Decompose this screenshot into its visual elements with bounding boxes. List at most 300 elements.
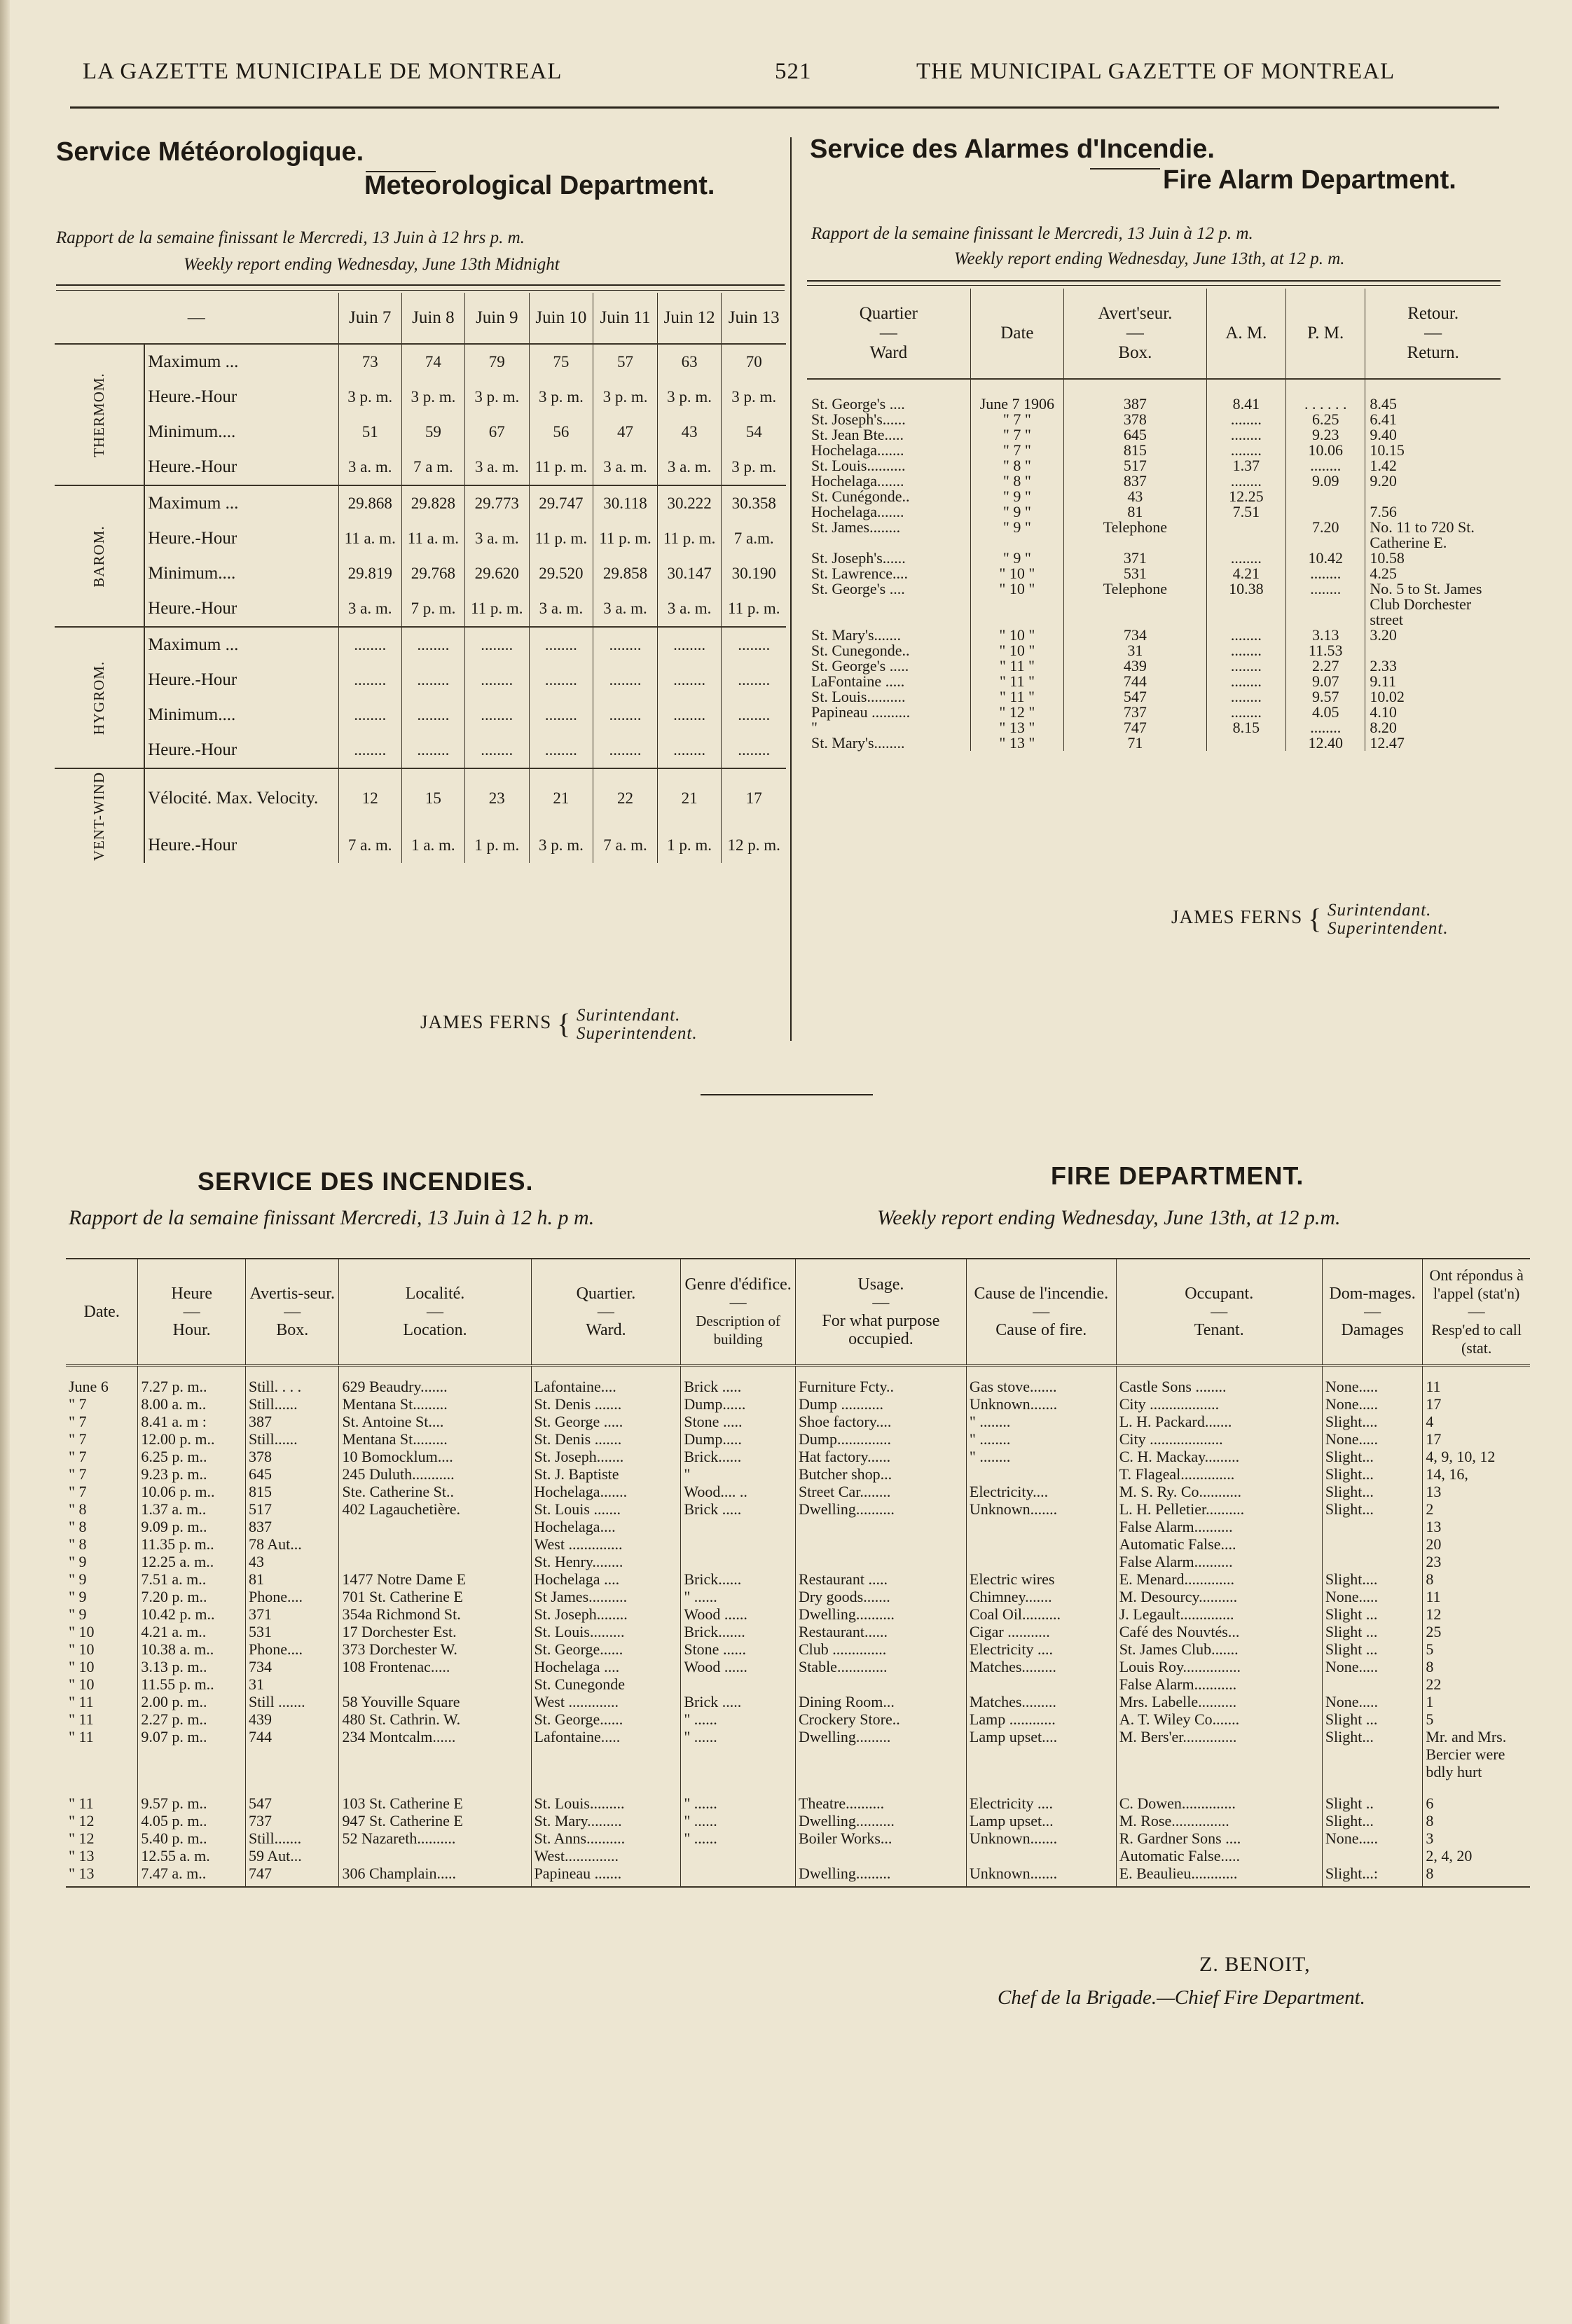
met-cell: ........ [401,663,464,698]
fire-cell: L. H. Packard....... [1116,1413,1322,1430]
fire-cell: 8.00 a. m.. [138,1395,246,1413]
alarm-cell: 2.27 [1286,658,1365,674]
fire-cell: 629 Beaudry....... [339,1366,531,1396]
fire-cell: 25 [1423,1623,1530,1640]
page-number: 521 [775,59,812,84]
met-cell: 59 [401,415,464,450]
fire-cell: 8 [1423,1658,1530,1675]
alarm-cell: ........ [1206,628,1285,643]
fire-cell: Club .............. [795,1640,966,1658]
met-cell: 3 p. m. [529,828,593,863]
fire-cell: Slight... [1322,1500,1423,1518]
alarm-top-rule-2 [807,285,1501,286]
fire-cell: 1 [1423,1693,1530,1710]
fire-cell [681,1518,796,1535]
fire-cell: City .................. [1116,1395,1322,1413]
alarm-cell: 1.37 [1206,458,1285,473]
fire-cell: St. Anns.......... [531,1830,681,1847]
fire-cell: 4 [1423,1413,1530,1430]
fire-cell: " 10 [69,1658,95,1675]
fire-cell: Cigar ........... [966,1623,1116,1640]
met-cell: ........ [401,733,464,768]
fire-cell: Dry goods....... [795,1588,966,1605]
fire-cell: 58 Youville Square [339,1693,531,1710]
met-cell: ........ [464,733,529,768]
fire-cell: St James.......... [531,1588,681,1605]
fire-cell: M. Desourcy.......... [1116,1588,1322,1605]
fire-row [66,1465,1530,1483]
met-cell: ........ [464,663,529,698]
fire-cell: " 9 [69,1605,87,1623]
fire-cell: 2 [1423,1500,1530,1518]
alarm-cell: St. Lawrence.... [811,565,909,582]
fire-cell: False Alarm.......... [1116,1553,1322,1570]
alarm-row [807,643,1501,658]
alarm-cell: No. 11 to 720 St. Catherine E. [1365,520,1501,551]
met-cell: 29.747 [529,485,593,521]
alarm-cell: St. Louis.......... [811,688,906,705]
fire-cell: Still...... [245,1430,339,1448]
fire-cell: 10 Bomocklum.... [339,1448,531,1465]
met-group-label [55,627,144,768]
column-divider [790,137,792,1041]
met-signature-en: Superintendent. [577,1024,698,1043]
met-cell: 3 a. m. [464,450,529,485]
alarm-cell: 4.10 [1365,705,1501,720]
fire-cell [1322,1535,1423,1553]
met-cell: ........ [657,663,722,698]
fire-row [66,1640,1530,1658]
fire-cell [966,1535,1116,1553]
alarm-cell: 744 [1064,674,1207,689]
alarm-cell: 31 [1064,643,1207,658]
fire-col-responded: Ont répondus à l'appel (stat'n) — Resp'ed to call (stat. [1423,1259,1530,1366]
met-cell: 7 p. m. [401,591,464,627]
met-cell: 3 a. m. [529,591,593,627]
fire-row [66,1395,1530,1413]
alarm-cell: " 7 " [970,427,1063,443]
alarm-cell: 10.38 [1206,581,1285,628]
met-cell: 29.868 [338,485,401,521]
fire-col-cause: Cause de l'incendie. — Cause of fire. [966,1259,1116,1366]
alarm-cell: " 11 " [970,689,1063,705]
fire-cell: Hochelaga .... [531,1658,681,1675]
alarm-cell: Hochelaga....... [811,503,904,520]
fire-cell: 947 St. Catherine E [339,1812,531,1830]
fire-cell: " 7 [69,1395,87,1413]
fire-cell: " ...... [681,1710,796,1728]
alarm-top-rule [807,280,1501,282]
fire-cell [1322,1518,1423,1535]
fire-cell: 12.55 a. m. [138,1847,246,1865]
alarm-cell: " 10 " [970,566,1063,581]
met-cell: 3 a. m. [464,521,529,556]
met-row-label: Heure.-Hour [144,663,338,698]
alarm-cell: Hochelaga....... [811,441,904,459]
met-cell: 22 [593,768,658,828]
fire-department-table [66,1258,1530,1888]
fire-row [66,1623,1530,1640]
alarm-cell: 81 [1064,504,1207,520]
fire-cell: 12.00 p. m.. [138,1430,246,1448]
header-right: THE MUNICIPAL GAZETTE OF MONTREAL [916,59,1395,84]
met-cell: ........ [722,698,786,733]
fire-cell [339,1675,531,1693]
fire-cell: 4, 9, 10, 12 [1423,1448,1530,1465]
fire-cell: St. George ..... [531,1413,681,1430]
fire-cell: " [681,1465,796,1483]
met-cell: 67 [464,415,529,450]
fire-cell: 306 Champlain..... [339,1865,531,1887]
fire-cell: 13 [1423,1483,1530,1500]
fire-cell [681,1675,796,1693]
fire-cell: Electric wires [966,1570,1116,1588]
fire-cell: Slight ... [1322,1640,1423,1658]
fire-cell: Still....... [245,1830,339,1847]
fire-title-en: FIRE DEPARTMENT. [1051,1161,1304,1190]
fire-cell: Brick...... [681,1448,796,1465]
fire-cell: " 9 [69,1553,87,1570]
fire-cell: St. Mary......... [531,1812,681,1830]
fire-cell: " 8 [69,1518,87,1535]
fire-row [66,1693,1530,1710]
met-cell: ........ [529,733,593,768]
fire-cell: 5 [1423,1710,1530,1728]
alarm-cell: June 7 1906 [970,379,1063,412]
alarm-cell: St. Jean Bte..... [811,426,904,443]
fire-cell: 2.00 p. m.. [138,1693,246,1710]
alarm-cell: St. Cunégonde.. [811,487,910,505]
fire-cell: Wood ...... [681,1605,796,1623]
fire-cell: None..... [1322,1366,1423,1396]
fire-cell: 108 Frontenac..... [339,1658,531,1675]
met-cell: ........ [464,627,529,663]
fire-cell: 7.51 a. m.. [138,1570,246,1588]
met-cell: 17 [722,768,786,828]
met-row-label: Heure.-Hour [144,591,338,627]
fire-cell: 5 [1423,1640,1530,1658]
met-group-label [55,768,144,863]
fire-cell [339,1535,531,1553]
fire-cell: Lamp ............ [966,1710,1116,1728]
fire-cell [339,1518,531,1535]
fire-cell: Papineau ....... [531,1865,681,1887]
met-report-en: Weekly report ending Wednesday, June 13th Midnight [184,255,560,274]
fire-col-building: Genre d'édifice. — Description of building [681,1259,796,1366]
alarm-title-en: Fire Alarm Department. [1163,165,1456,195]
fire-cell: Stone ..... [681,1413,796,1430]
fire-cell: 13 [1423,1518,1530,1535]
alarm-cell: No. 5 to St. James Club Dorchester street [1365,581,1501,628]
fire-cell: St. Louis......... [531,1623,681,1640]
alarm-row [807,551,1501,566]
alarm-cell: Hochelaga....... [811,472,904,490]
fire-cell: Phone.... [245,1640,339,1658]
fire-cell: Matches......... [966,1693,1116,1710]
alarm-cell: 9.09 [1286,473,1365,489]
fire-cell: Wood.... .. [681,1483,796,1500]
alarm-cell: 10.42 [1286,551,1365,566]
alarm-cell: 12.40 [1286,735,1365,751]
fire-cell: " 7 [69,1413,87,1430]
alarm-title-rule [1090,168,1160,170]
met-cell: ........ [338,663,401,698]
met-day-header: Juin 7 [338,293,401,344]
met-cell: ........ [529,698,593,733]
alarm-cell: 4.05 [1286,705,1365,720]
fire-cell: 22 [1423,1675,1530,1693]
fire-cell: Slight ... [1322,1605,1423,1623]
fire-cell: 11 [1423,1366,1530,1396]
fire-cell: Electricity .... [966,1780,1116,1812]
page-edge [0,0,10,2324]
fire-cell: 52 Nazareth.......... [339,1830,531,1847]
fire-cell: Dwelling.......... [795,1500,966,1518]
met-row-label: Minimum.... [144,698,338,733]
alarm-cell: 10.02 [1365,689,1501,705]
met-cell: 7 a m. [401,450,464,485]
fire-cell: Still ....... [245,1693,339,1710]
met-day-header: Juin 10 [529,293,593,344]
alarm-signature [1171,901,1449,937]
alarm-cell: 10.58 [1365,551,1501,566]
fire-cell: 17 [1423,1430,1530,1448]
fire-cell: Chimney....... [966,1588,1116,1605]
alarm-row [807,489,1501,504]
met-cell: 12 [338,768,401,828]
met-row [55,627,786,663]
fire-cell: Stone ...... [681,1640,796,1658]
met-cell: 7 a.m. [722,521,786,556]
fire-cell: Brick ..... [681,1693,796,1710]
alarm-cell: St. George's .... [811,580,905,597]
alarm-cell: " 10 " [970,628,1063,643]
alarm-cell: 7.51 [1206,504,1285,520]
met-row [55,733,786,768]
met-cell: 11 a. m. [338,521,401,556]
fire-cell: 1477 Notre Dame E [339,1570,531,1588]
alarm-cell: " 9 " [970,489,1063,504]
section-divider [701,1094,873,1095]
fire-cell: " ...... [681,1812,796,1830]
fire-cell: St. Joseph........ [531,1605,681,1623]
met-cell: ........ [464,698,529,733]
alarm-cell: " 11 " [970,658,1063,674]
met-title-fr: Service Météorologique. [56,137,364,167]
fire-cell: Slight...: [1322,1865,1423,1887]
fire-cell: Automatic False.... [1116,1535,1322,1553]
alarm-row [807,458,1501,473]
fire-cell: 4.21 a. m.. [138,1623,246,1640]
met-cell: 3 p. m. [657,380,722,415]
fire-cell [966,1465,1116,1483]
met-cell: 29.828 [401,485,464,521]
alarm-cell: . . . . . . [1286,379,1365,412]
fire-cell: 1.37 a. m.. [138,1500,246,1518]
fire-cell: 531 [245,1623,339,1640]
fire-row [66,1588,1530,1605]
fire-cell: Theatre.......... [795,1780,966,1812]
met-cell: 11 p. m. [529,521,593,556]
fire-cell: Dwelling......... [795,1865,966,1887]
fire-cell: 480 St. Cathrin. W. [339,1710,531,1728]
met-cell: 3 p. m. [464,380,529,415]
fire-cell: Slight .. [1322,1780,1423,1812]
alarm-cell: 11.53 [1286,643,1365,658]
fire-cell: " 7 [69,1483,87,1500]
fire-cell: West ............. [531,1693,681,1710]
met-cell: 7 a. m. [593,828,658,863]
fire-cell: " 11 [69,1693,94,1710]
met-row-label: Heure.-Hour [144,733,338,768]
met-row-label: Minimum.... [144,415,338,450]
fire-cell: Hochelaga.... [531,1518,681,1535]
fire-cell: " ........ [966,1448,1116,1465]
fire-cell: Hochelaga....... [531,1483,681,1500]
fire-cell: 6 [1423,1780,1530,1812]
fire-cell: False Alarm.......... [1116,1518,1322,1535]
fire-col-tenant: Occupant. — Tenant. [1116,1259,1322,1366]
fire-cell: Crockery Store.. [795,1710,966,1728]
met-cell: 73 [338,344,401,380]
met-cell: 7 a. m. [338,828,401,863]
alarm-cell [1286,504,1365,520]
fire-cell: T. Flageal.............. [1116,1465,1322,1483]
fire-cell: None..... [1322,1830,1423,1847]
fire-cell: Lamp upset... [966,1812,1116,1830]
fire-cell: Brick ..... [681,1500,796,1518]
met-group-label [55,485,144,627]
fire-cell: 744 [245,1728,339,1780]
alarm-cell: " 10 " [970,643,1063,658]
fire-cell: Dwelling.......... [795,1812,966,1830]
fire-cell: E. Beaulieu............ [1116,1865,1322,1887]
alarm-cell: St. George's ..... [811,657,909,675]
fire-alarm-table [807,289,1501,751]
fire-row [66,1728,1530,1780]
fire-cell: None..... [1322,1430,1423,1448]
fire-cell: 12.25 a. m.. [138,1553,246,1570]
met-cell: 3 p. m. [338,380,401,415]
alarm-row [807,674,1501,689]
fire-cell [966,1518,1116,1535]
met-row-label: Heure.-Hour [144,450,338,485]
fire-cell: " ...... [681,1728,796,1780]
alarm-signature-en: Superintendent. [1328,919,1449,938]
met-top-rule [56,284,785,286]
alarm-cell: ........ [1206,473,1285,489]
fire-signature-name: Z. BENOIT, [1199,1953,1311,1976]
fire-cell: 3 [1423,1830,1530,1847]
alarm-cell: 43 [1064,489,1207,504]
fire-signature-title: Chef de la Brigade.—Chief Fire Department. [998,1986,1365,2009]
met-cell: 57 [593,344,658,380]
fire-cell: 815 [245,1483,339,1500]
fire-cell: Dump..... [681,1430,796,1448]
fire-row [66,1675,1530,1693]
met-cell: 11 p. m. [657,521,722,556]
alarm-cell: St. George's .... [811,395,905,413]
alarm-cell: St. Mary's........ [811,734,905,752]
fire-cell: 354a Richmond St. [339,1605,531,1623]
fire-cell: Lamp upset.... [966,1728,1116,1780]
brace-icon: { [557,1008,572,1039]
fire-cell: St. Henry........ [531,1553,681,1570]
met-cell: 29.768 [401,556,464,591]
fire-cell: 547 [245,1780,339,1812]
met-day-header: Juin 12 [657,293,722,344]
alarm-row [807,504,1501,520]
fire-cell: A. T. Wiley Co....... [1116,1710,1322,1728]
met-cell: 30.358 [722,485,786,521]
alarm-cell: 2.33 [1365,658,1501,674]
met-cell: 3 a. m. [657,591,722,627]
alarm-signature-name: JAMES FERNS [1171,906,1303,928]
alarm-cell: 10.06 [1286,443,1365,458]
alarm-col-date: Date [970,289,1063,379]
alarm-cell: 9.07 [1286,674,1365,689]
fire-cell: 6.25 p. m.. [138,1448,246,1465]
fire-cell: 7.47 a. m.. [138,1865,246,1887]
alarm-cell [1286,489,1365,504]
met-cell: 23 [464,768,529,828]
met-row [55,556,786,591]
fire-cell: St. George...... [531,1640,681,1658]
fire-cell [1322,1847,1423,1865]
fire-cell: St. James Club....... [1116,1640,1322,1658]
fire-row [66,1500,1530,1518]
alarm-row [807,379,1501,412]
alarm-cell: 10.15 [1365,443,1501,458]
fire-cell: Restaurant...... [795,1623,966,1640]
fire-cell: None..... [1322,1658,1423,1675]
met-cell: 3 p. m. [401,380,464,415]
fire-cell: 59 Aut... [245,1847,339,1865]
fire-cell: " 8 [69,1535,87,1553]
alarm-cell: St. James........ [811,518,901,536]
alarm-row [807,581,1501,628]
alarm-cell: " 13 " [970,735,1063,751]
alarm-row [807,473,1501,489]
fire-cell: Slight.... [1322,1570,1423,1588]
met-cell: ........ [338,698,401,733]
fire-cell [795,1847,966,1865]
alarm-cell: 737 [1064,705,1207,720]
fire-cell: Butcher shop... [795,1465,966,1483]
fire-cell: Brick....... [681,1623,796,1640]
alarm-cell: ........ [1286,566,1365,581]
alarm-row [807,628,1501,643]
fire-cell: " 11 [69,1794,94,1812]
fire-cell: Hat factory...... [795,1448,966,1465]
fire-cell: 517 [245,1500,339,1518]
fire-cell: " 9 [69,1570,87,1588]
fire-cell: " ...... [681,1780,796,1812]
fire-report-en: Weekly report ending Wednesday, June 13th, at 12 p.m. [877,1206,1341,1229]
alarm-cell: 747 [1064,720,1207,735]
alarm-cell: 12.47 [1365,735,1501,751]
alarm-cell: 4.25 [1365,566,1501,581]
fire-cell: Slight.... [1322,1413,1423,1430]
alarm-cell: " 9 " [970,504,1063,520]
met-cell: 30.147 [657,556,722,591]
met-row [55,828,786,863]
met-cell: ........ [722,733,786,768]
alarm-row [807,735,1501,751]
alarm-cell: 3.13 [1286,628,1365,643]
alarm-cell: " 9 " [970,520,1063,551]
fire-cell: E. Menard............. [1116,1570,1322,1588]
